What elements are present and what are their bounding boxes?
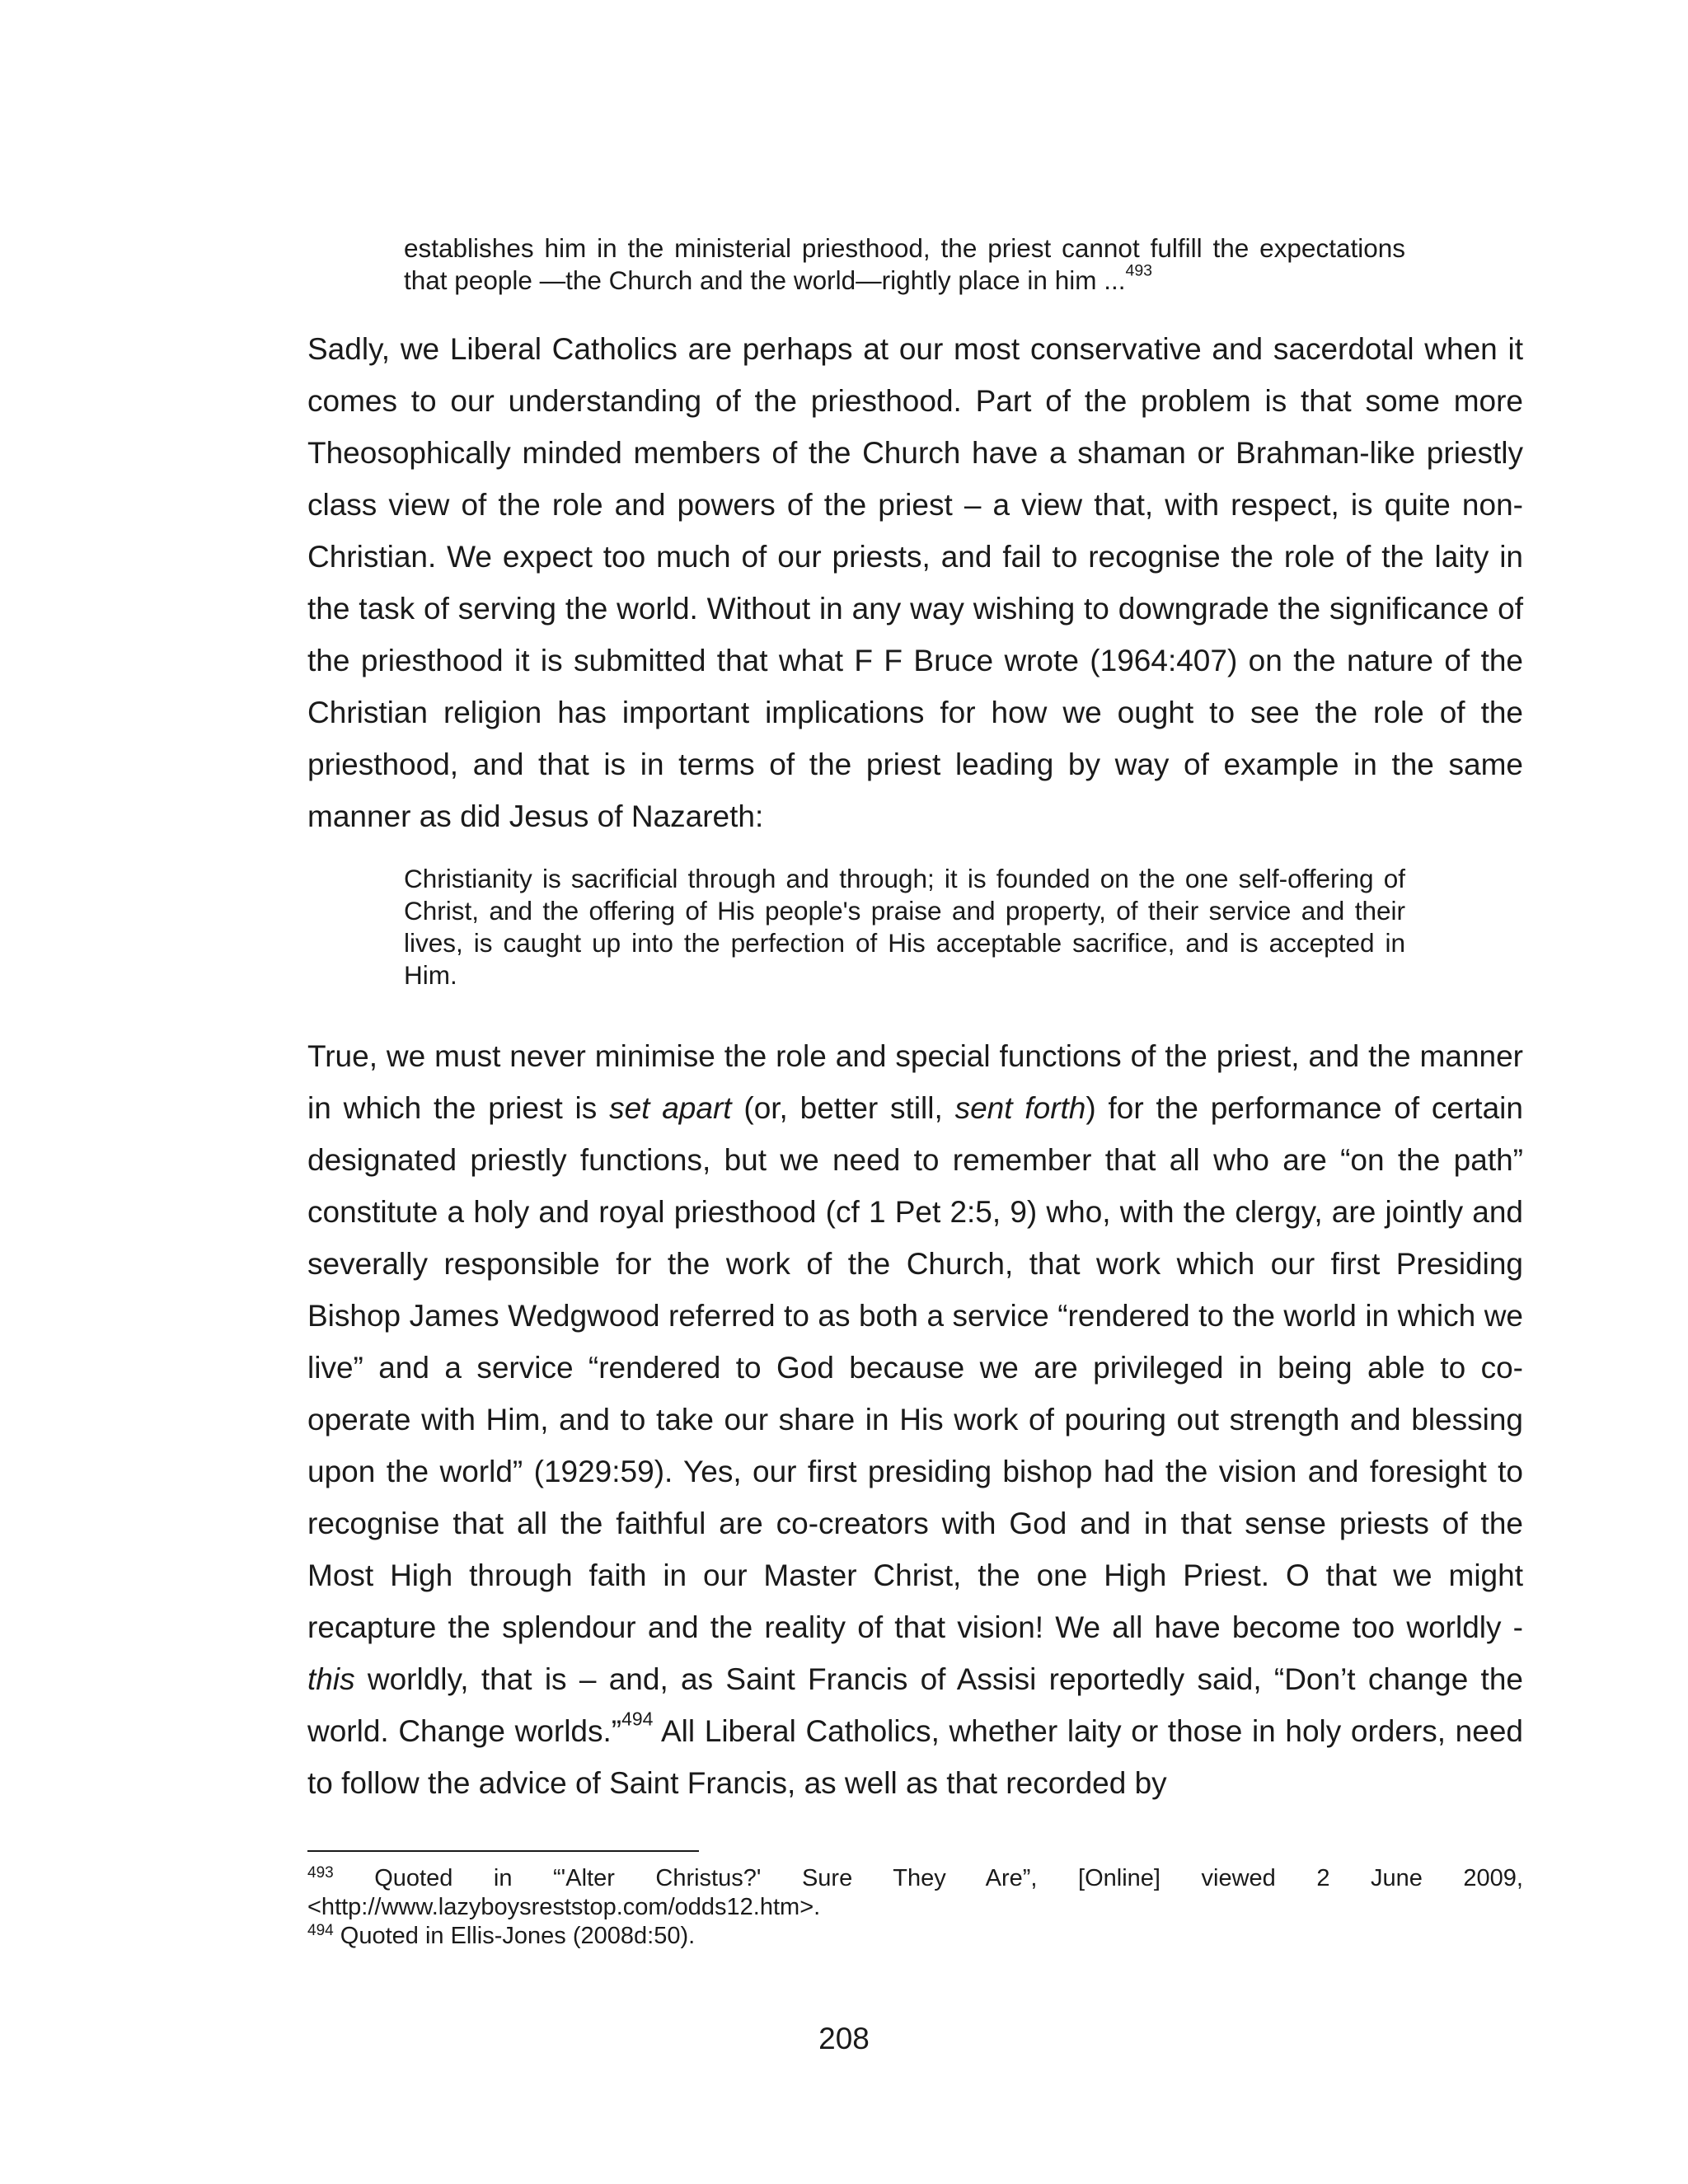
body-paragraph-1-text: Sadly, we Liberal Catholics are perhaps at our most conservative and sacerdotal when it comes to our understanding of the priesthood. Part of the problem is that some more Theosophically minded members of the Church have a shaman or Brahman-like priestly class view of the role and powers of the priest – a view that, with respect, is quite non-Christian. We expect too much of our priests, and fail to recognise the role of the laity in the task of serving the world. Without in any way wishing to downgrade the significance of the priesthood it is submitted that what F F Bruce wrote (1964:407) on the nature of the Christian religion has important implications for how we ought to see the role of the priesthood, and that is in terms of the priest leading by way of example in the same manner as did Jesus of Nazareth:	[307, 332, 1523, 833]
footnote-494	[307, 1922, 1523, 1951]
footnote-ref-494[interactable]: 494	[621, 1708, 654, 1730]
body-paragraph-2-text-5: All Liberal Catholics, whether laity or those in holy orders, need to follow the advice of Saint Francis, as well as that recorded by	[307, 1714, 1523, 1800]
page-number: 208	[818, 2022, 870, 2055]
footnote-number: 494	[307, 1922, 334, 1939]
body-paragraph-1	[307, 323, 1523, 842]
emphasis-set-apart: set apart	[609, 1091, 732, 1125]
body-paragraph-2-text-1: True, we must never minimise the role and special functions of the priest, and the manner in which the priest is	[307, 1039, 1523, 1125]
footnote-ref-493[interactable]: 493	[1125, 261, 1153, 280]
footnote-number: 493	[307, 1864, 334, 1882]
block-quote-top	[404, 232, 1405, 297]
footnotes	[307, 1864, 1523, 1951]
footnote-separator	[307, 1850, 699, 1852]
emphasis-sent-forth: sent forth	[954, 1091, 1086, 1125]
body-paragraph-2-text-3: ) for the performance of certain designated priestly functions, but we need to remember that all who are “on the path” constitute a holy and royal priesthood (cf 1 Pet 2:5, 9) who, with the clergy, are jointly and severally responsible for the work of the Church, that work which our first Presiding Bishop James Wedgwood referred to as both a service “rendered to the world in which we live” and a service “rendered to God because we are privileged in being able to co-operate with Him, and to take our share in His work of pouring out strength and blessing upon the world” (1929:59). Yes, our first presiding bishop had the vision and foresight to recognise that all the faithful are co-creators with God and in that sense priests of the Most High through faith in our Master Christ, the one High Priest. O that we might recapture the splendour and the reality of that vision! We all have become too worldly -	[307, 1091, 1523, 1644]
body-paragraph-2-text-2: (or, better still,	[731, 1091, 955, 1125]
footnote-text: Quoted in Ellis-Jones (2008d:50).	[333, 1923, 696, 1949]
footnote-text: Quoted in “'Alter Christus?' Sure They Are”, [Online] viewed 2 June 2009, <http://www.lazyboysreststop.com/odds12.htm>.	[307, 1865, 1523, 1920]
emphasis-this: this	[307, 1662, 355, 1696]
block-quote-bruce-text: Christianity is sacrificial through and through; it is founded on the one self-offering of Christ, and the offering of His people's praise and property, of their service and their lives, is caught up into the perfection of His acceptable sacrifice, and is accepted in Him.	[404, 864, 1405, 990]
footnote-493	[307, 1864, 1523, 1922]
body-paragraph-2	[307, 1030, 1523, 1809]
body-paragraph-2-text-4: worldly, that is – and, as Saint Francis of Assisi reportedly said, “Don’t change the world. Change worlds.”	[307, 1662, 1523, 1748]
block-quote-bruce	[404, 863, 1405, 991]
block-quote-top-text: establishes him in the ministerial priesthood, the priest cannot fulfill the expectations that people —the Church and the world—rightly place in him ...	[404, 233, 1405, 295]
